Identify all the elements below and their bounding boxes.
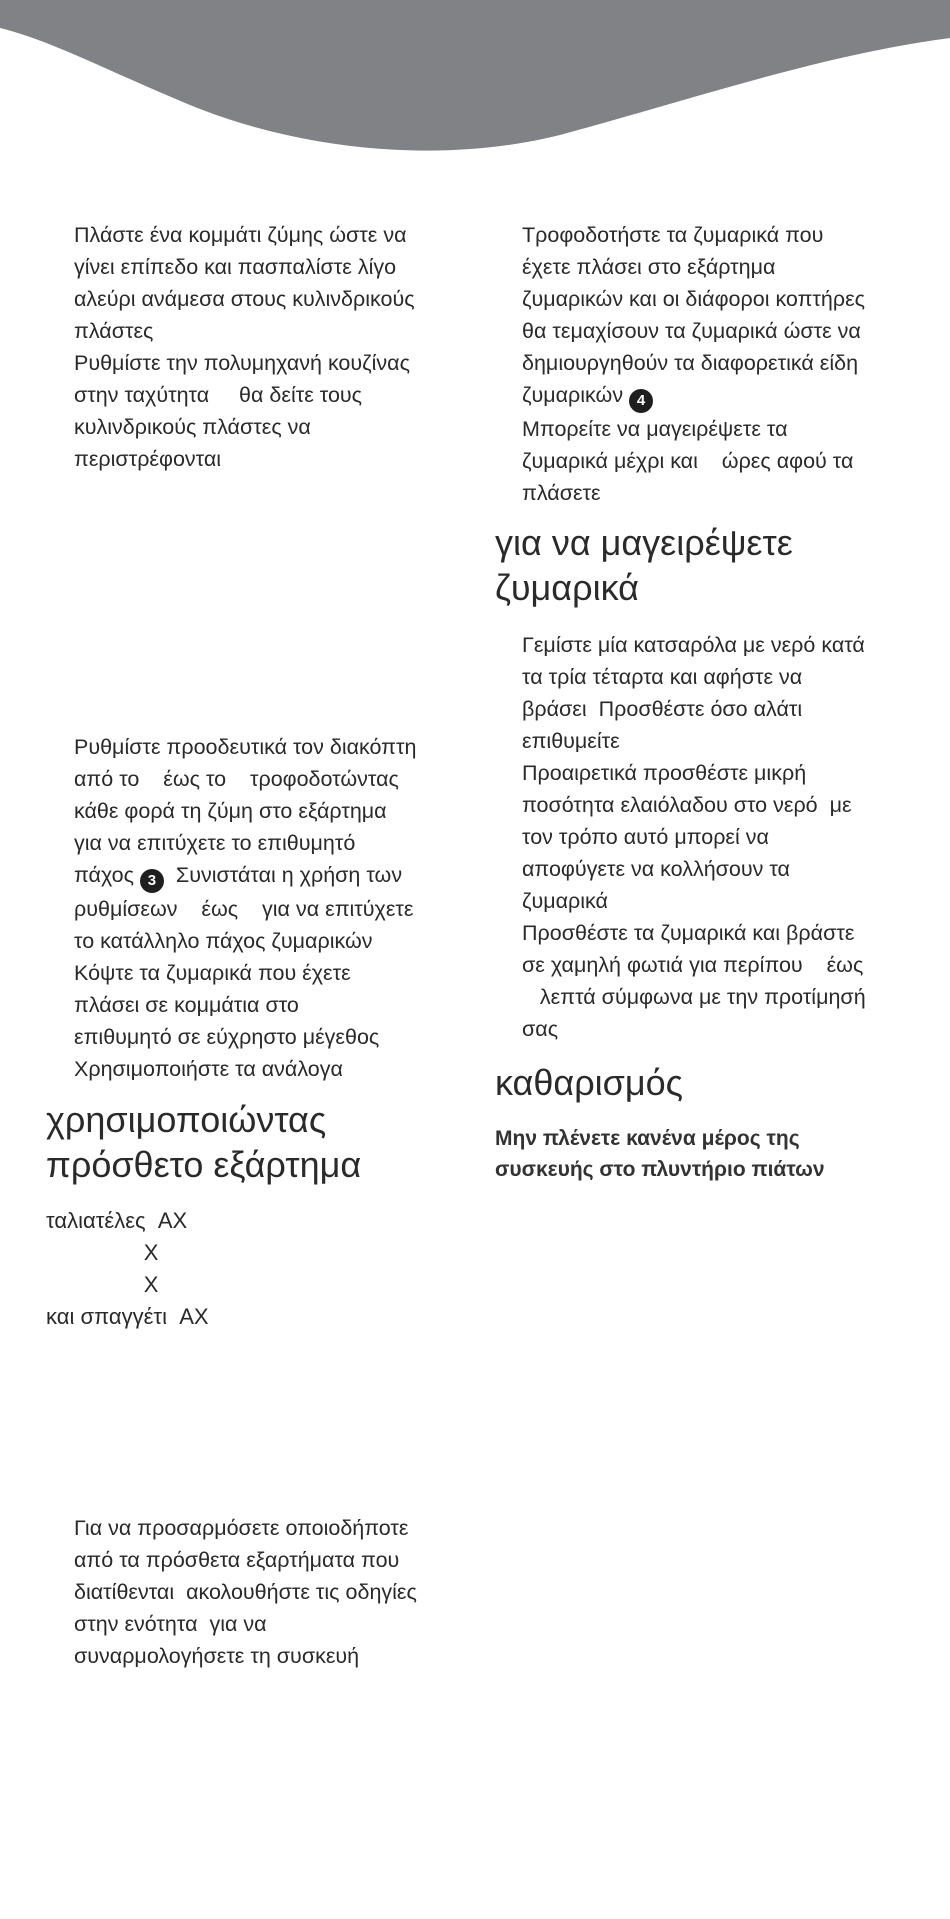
feed-cutter-instructions <box>522 219 922 509</box>
thickness-instructions <box>74 731 474 1085</box>
attachment-fitting-block <box>74 1512 474 1672</box>
feed-text-b: Μπορείτε να μαγειρέψετε τα ζυμαρικά μέχρι και ώρες αφού τα πλάσετε <box>522 417 854 505</box>
cleaning-heading: καθαρισμός <box>495 1062 684 1103</box>
left-column <box>74 219 464 475</box>
cooking-block <box>522 629 932 1045</box>
cleaning-warning-block <box>495 1123 915 1185</box>
cooking-instructions: Γεμίστε μία κατσαρόλα με νερό κατά τα τρία τέταρτα και αφήστε να βράσει Προσθέστε όσο αλάτι επιθυμείτε Προαιρετικά προσθέστε μικρή ποσότητα ελαιόλαδου στο νερό με τον τρόπο αυτό μπορεί να αποφύγετε να κολλήσουν τα ζυμαρικά Προσθέστε τα ζυμαρικά και βράστε σε χαμηλή φωτιά για περίπου έως λεπτά σύμφωνα με την προτίμησή σας <box>522 633 866 1041</box>
attachment-fitting-instructions: Για να προσαρμόσετε οποιοδήποτε από τα πρόσθετα εξαρτήματα που διατίθενται ακολουθήστε τις οδηγίες στην ενότητα για να συναρμολογήσετε τη συσκευή <box>74 1516 417 1668</box>
cooking-heading-block <box>495 520 915 610</box>
thickness-text-b: Συνιστάται η χρήση των ρυθμίσεων έως για να επιτύχετε το κατάλληλο πάχος ζυμαρικών Κόψτε τα ζυμαρικά που έχετε πλάσει σε κομμάτια στο επιθυμητό σε εύχρηστο μέγεθος Χρησιμοποιήστε τα ανάλογα <box>74 863 414 1081</box>
left-column-thickness <box>74 731 474 1085</box>
header-wave-band <box>0 0 950 160</box>
attachment-codes-block <box>46 1205 446 1333</box>
thickness-text-a: Ρυθμίστε προοδευτικά τον διακόπτη από το έως το τροφοδοτώντας κάθε φορά τη ζύμη στο εξάρτημα για να επιτύχετε το επιθυμητό πάχος <box>74 735 417 887</box>
attachment-model-codes: ταλιατέλες AX X X και σπαγγέτι AX <box>46 1208 209 1329</box>
attachment-heading: χρησιμοποιώντας πρόσθετο εξάρτημα <box>46 1099 362 1185</box>
feed-text-a: Τροφοδοτήστε τα ζυμαρικά που έχετε πλάσει στο εξάρτημα ζυμαρικών και οι διάφοροι κοπτήρες θα τεμαχίσουν τα ζυμαρικά ώστε να δημιουργηθούν τα διαφορετικά είδη ζυμαρικών <box>522 223 866 407</box>
step-3-badge: 3 <box>140 869 164 893</box>
cleaning-heading-block <box>495 1060 915 1105</box>
dishwasher-warning: Μην πλένετε κανένα μέρος της συσκευής στο πλυντήριο πιάτων <box>495 1127 825 1181</box>
right-column-feed <box>522 219 922 509</box>
attachment-heading-block <box>46 1097 466 1187</box>
pasta-rolling-instructions: Πλάστε ένα κομμάτι ζύμης ώστε να γίνει επίπεδο και πασπαλίστε λίγο αλεύρι ανάμεσα στους κυλινδρικούς πλάστες Ρυθμίστε την πολυμηχανή κουζίνας στην ταχύτητα θα δείτε τους κυλινδρικούς πλάστες να περιστρέφονται <box>74 223 415 471</box>
step-4-badge: 4 <box>629 389 653 413</box>
cooking-heading: για να μαγειρέψετε ζυμαρικά <box>495 522 793 608</box>
